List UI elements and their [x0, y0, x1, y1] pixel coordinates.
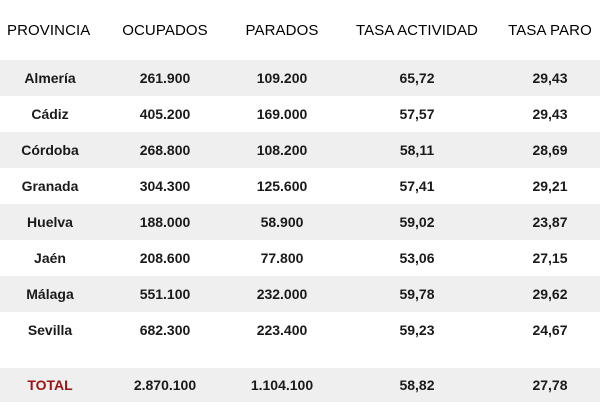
cell-provincia: Córdoba — [21, 142, 79, 158]
cell-provincia: Jaén — [34, 250, 66, 266]
cell-parados: 108.200 — [256, 142, 308, 158]
table-row — [0, 204, 600, 240]
cell-tasa-paro: 29,43 — [532, 70, 568, 86]
cell-tasa-actividad: 53,06 — [399, 250, 435, 266]
table-total-row — [0, 368, 600, 402]
cell-tasa-paro: 23,87 — [532, 214, 568, 230]
table-body — [0, 60, 600, 348]
table-row — [0, 60, 600, 96]
cell-provincia: Málaga — [26, 286, 74, 302]
table-spacer — [0, 348, 600, 368]
total-label: TOTAL — [27, 377, 73, 393]
header-tasa-paro: TASA PARO — [508, 21, 592, 39]
header-tasa-actividad: TASA ACTIVIDAD — [356, 21, 478, 39]
table-row — [0, 168, 600, 204]
table-row — [0, 276, 600, 312]
cell-tasa-actividad: 59,02 — [399, 214, 435, 230]
cell-provincia: Huelva — [27, 214, 73, 230]
header-provincia: PROVINCIA — [7, 21, 91, 39]
cell-tasa-actividad: 65,72 — [399, 70, 435, 86]
total-ocupados: 2.870.100 — [133, 377, 197, 393]
table-row — [0, 96, 600, 132]
cell-provincia: Cádiz — [31, 106, 69, 122]
cell-provincia: Almería — [24, 70, 76, 86]
total-parados: 1.104.100 — [250, 377, 314, 393]
header-parados: PARADOS — [245, 21, 319, 39]
cell-tasa-actividad: 57,41 — [399, 178, 435, 194]
cell-ocupados: 551.100 — [139, 286, 191, 302]
table-header-row — [0, 0, 600, 60]
cell-parados: 125.600 — [256, 178, 308, 194]
cell-parados: 223.400 — [256, 322, 308, 338]
cell-parados: 109.200 — [256, 70, 308, 86]
total-tasa-paro: 27,78 — [532, 377, 568, 393]
header-ocupados: OCUPADOS — [122, 21, 208, 39]
cell-provincia: Granada — [21, 178, 79, 194]
cell-tasa-paro: 29,43 — [532, 106, 568, 122]
total-tasa-actividad: 58,82 — [399, 377, 435, 393]
cell-tasa-actividad: 59,23 — [399, 322, 435, 338]
cell-parados: 58.900 — [260, 214, 304, 230]
cell-parados: 232.000 — [256, 286, 308, 302]
cell-ocupados: 208.600 — [139, 250, 191, 266]
cell-provincia: Sevilla — [27, 322, 73, 338]
table-row — [0, 132, 600, 168]
cell-ocupados: 682.300 — [139, 322, 191, 338]
table-row — [0, 240, 600, 276]
table-row — [0, 312, 600, 348]
cell-tasa-paro: 27,15 — [532, 250, 568, 266]
cell-tasa-paro: 29,62 — [532, 286, 568, 302]
cell-tasa-actividad: 58,11 — [399, 142, 435, 158]
cell-ocupados: 268.800 — [139, 142, 191, 158]
cell-parados: 77.800 — [260, 250, 304, 266]
cell-ocupados: 188.000 — [139, 214, 191, 230]
cell-tasa-paro: 28,69 — [532, 142, 568, 158]
cell-ocupados: 304.300 — [139, 178, 191, 194]
cell-tasa-paro: 24,67 — [532, 322, 568, 338]
cell-tasa-paro: 29,21 — [532, 178, 568, 194]
cell-ocupados: 405.200 — [139, 106, 191, 122]
cell-parados: 169.000 — [256, 106, 308, 122]
cell-tasa-actividad: 57,57 — [399, 106, 435, 122]
cell-ocupados: 261.900 — [139, 70, 191, 86]
cell-tasa-actividad: 59,78 — [399, 286, 435, 302]
